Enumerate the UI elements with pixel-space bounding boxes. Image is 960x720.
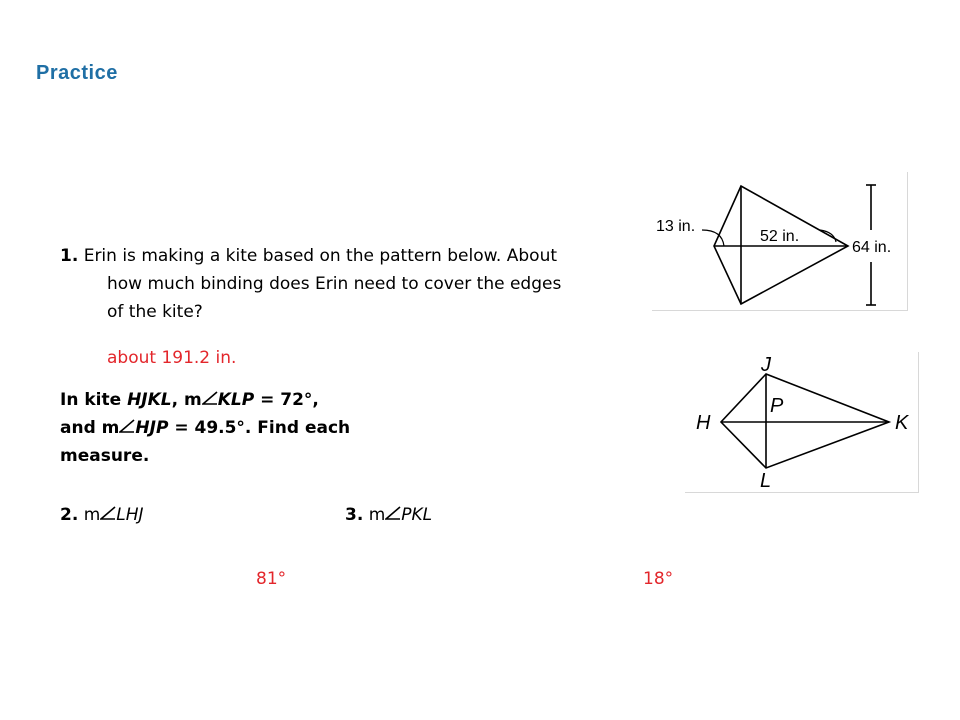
- question-3: [345, 501, 432, 529]
- question-3-angle-name: PKL: [401, 505, 433, 525]
- kite-hjkl-figure: [685, 352, 919, 493]
- question-3-prefix: m: [363, 505, 386, 525]
- kite-hjkl-diagram: [685, 352, 918, 492]
- kite-name: HJKL: [127, 390, 172, 410]
- angle-icon: [119, 419, 135, 433]
- angle-1-name: KLP: [217, 390, 255, 410]
- kite-intro-text: [60, 386, 390, 470]
- question-2: [60, 501, 144, 529]
- height-label: 64 in.: [852, 239, 892, 256]
- problem-1-line-2: how much binding does Erin need to cover the edges: [107, 274, 562, 294]
- angle-1-value: = 72°,: [254, 390, 319, 410]
- problem-1-text: [60, 242, 630, 326]
- vertex-k-label: K: [895, 412, 909, 434]
- question-3-answer: 18°: [643, 569, 674, 589]
- problem-1-number: 1.: [60, 246, 79, 266]
- problem-1-line-1: Erin is making a kite based on the pattern below. About: [78, 246, 558, 266]
- problem-1-line-3: of the kite?: [107, 302, 203, 322]
- question-2-number: 2.: [60, 505, 79, 525]
- question-2-answer: 81°: [256, 569, 287, 589]
- question-2-angle-name: LHJ: [116, 505, 144, 525]
- vertex-h-label: H: [696, 412, 711, 434]
- kite-intro-line-2-prefix: and m: [60, 418, 120, 438]
- question-2-prefix: m: [78, 505, 101, 525]
- kite-hjkl-outline: [721, 374, 889, 468]
- angle-icon: [385, 506, 401, 520]
- vertex-j-label: J: [761, 354, 771, 376]
- angle-icon: [202, 391, 218, 405]
- angle-2-value: = 49.5°. Find each: [168, 418, 351, 438]
- kite-intro-line-3: measure.: [60, 446, 150, 466]
- question-3-number: 3.: [345, 505, 364, 525]
- problem-1-answer: about 191.2 in.: [107, 348, 237, 368]
- angle-icon: [100, 506, 116, 520]
- kite-outline: [714, 186, 848, 304]
- side-length-label: 13 in.: [656, 218, 696, 235]
- kite-measurement-diagram: [652, 172, 907, 310]
- kite-intro-comma: , m: [171, 390, 202, 410]
- diagonal-length-label: 52 in.: [760, 228, 800, 245]
- kite-intro-prefix: In kite: [60, 390, 128, 410]
- angle-2-name: HJP: [135, 418, 169, 438]
- point-p-label: P: [770, 395, 784, 417]
- vertex-l-label: L: [760, 470, 772, 492]
- kite-measurement-figure: [652, 172, 908, 311]
- page-title: Practice: [36, 62, 118, 84]
